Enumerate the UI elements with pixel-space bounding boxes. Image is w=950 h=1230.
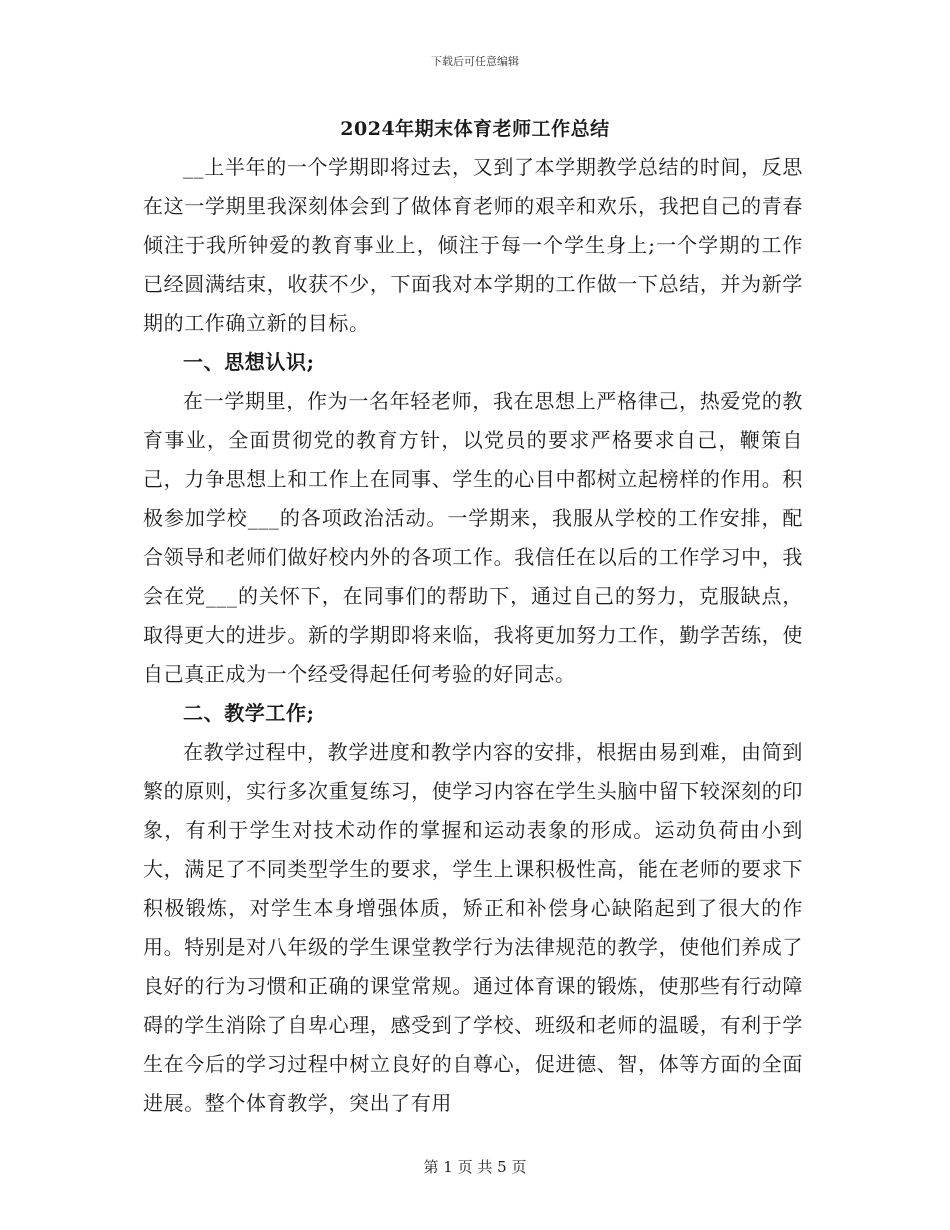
section-body-teaching: 在教学过程中，教学进度和教学内容的安排，根据由易到难，由简到繁的原则，实行多次重复练习，使学习内容在学生头脑中留下较深刻的印象，有利于学生对技术动作的掌握和运动表象的形成。运动负荷由小到大，满足了不同类型学生的要求，学生上课积极性高，能在老师的要求下积极锻炼，对学生本身增强体质，矫正和补偿身心缺陷起到了很大的作用。特别是对八年级的学生课堂教学行为法律规范的教学，使他们养成了良好的行为习惯和正确的课堂常规。通过体育课的锻炼，使那些有行动障碍的学生消除了自卑心理，感受到了学校、班级和老师的温暖，有利于学生在今后的学习过程中树立良好的自尊心，促进德、智，体等方面的全面进展。整个体育教学，突出了有用 [143,740,803,1115]
document-title: 2024年期末体育老师工作总结 [340,118,610,140]
page-header-note: 下载后可任意编辑 [431,55,519,68]
section-heading-teaching: 二、教学工作; [183,701,315,725]
document-body [143,148,803,1123]
section-body-ideology: 在一学期里，作为一名年轻老师，我在思想上严格律己，热爱党的教育事业，全面贯彻党的教育方针，以党员的要求严格要求自己，鞭策自己，力争思想上和工作上在同事、学生的心目中都树立起榜样的作用。积极参加学校___的各项政治活动。一学期来，我服从学校的工作安排，配合领导和老师们做好校内外的各项工作。我信任在以后的工作学习中，我会在党___的关怀下，在同事们的帮助下，通过自己的努力，克服缺点，取得更大的进步。新的学期即将来临，我将更加努力工作，勤学苦练，使自己真正成为一个经受得起任何考验的好同志。 [143,389,803,686]
page-number-indicator: 第 1 页 共 5 页 [423,1158,527,1176]
intro-paragraph: __上半年的一个学期即将过去，又到了本学期教学总结的时间，反思在这一学期里我深刻体会到了做体育老师的艰辛和欢乐，我把自己的青春倾注于我所钟爱的教育事业上，倾注于每一个学生身上;一个学期的工作已经圆满结束，收获不少，下面我对本学期的工作做一下总结，并为新学期的工作确立新的目标。 [143,155,803,335]
section-heading-ideology: 一、思想认识; [183,350,315,374]
